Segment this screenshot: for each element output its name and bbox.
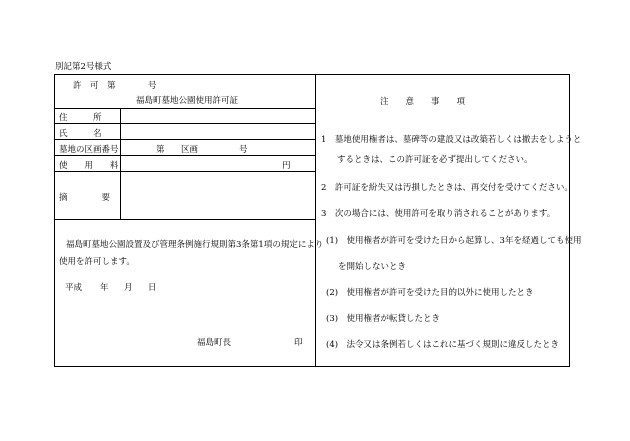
row-divider [54,123,316,124]
row-divider [54,219,316,220]
note-2: 2 許可証を紛失又は汚損したときは、再交付を受けてください。 [321,183,573,193]
row-divider [54,139,316,140]
note-3-item-4: (4) 法令又は条例若しくはこれに基づく規則に違反したとき [326,340,560,350]
date-year: 年 [100,283,109,293]
note-1-line-1: 1 墓地使用権者は、墓碑等の建設又は改築若しくは撤去をしようと [321,135,582,145]
label-column-divider [120,108,121,220]
lot-go: 号 [239,145,248,155]
permit-number-suffix: 号 [148,81,157,91]
date-day: 日 [148,283,157,293]
fee-label: 使 用 料 [59,161,119,171]
permit-form-frame [54,74,570,367]
lot-number-label: 墓地の区画番号 [59,145,119,155]
row-divider [54,155,316,156]
date-era: 平成 [65,283,83,293]
form-label: 別記第2号様式 [55,62,112,72]
lot-dai: 第 [156,145,165,155]
name-label: 氏 名 [59,129,102,139]
note-3-item-2: (2) 使用権者が許可を受けた目的以外に使用したとき [326,288,534,298]
notes-heading: 注 意 事 項 [380,97,466,107]
note-1-line-2: するときは、この許可証を必ず提出してください。 [337,155,533,165]
permit-title: 福島町墓地公園使用許可証 [136,96,239,106]
center-divider [315,74,316,367]
note-3-item-3: (3) 使用権者が転貸したとき [326,314,441,324]
row-divider [54,171,316,172]
seal-mark: 印 [294,338,303,348]
statement-line-1: 福島町墓地公園設置及び管理条例施行規則第3条第1項の規定により [66,240,324,250]
fee-unit: 円 [282,161,291,171]
summary-label: 摘 要 [59,193,111,203]
issuer-name: 福島町長 [197,338,232,348]
address-label: 住 所 [59,113,102,123]
row-divider [54,108,316,109]
lot-kukaku: 区画 [181,145,199,155]
note-3: 3 次の場合には、使用許可を取り消されることがあります。 [321,209,556,219]
date-month: 月 [124,283,133,293]
permit-number-prefix: 許 可 第 [73,81,116,91]
note-3-item-1-line-2: を開始しないとき [338,262,407,272]
statement-line-2: 使用を許可します。 [59,257,135,267]
note-3-item-1-line-1: (1) 使用権者が許可を受けた日から起算し、3年を経過しても使用 [326,236,582,246]
